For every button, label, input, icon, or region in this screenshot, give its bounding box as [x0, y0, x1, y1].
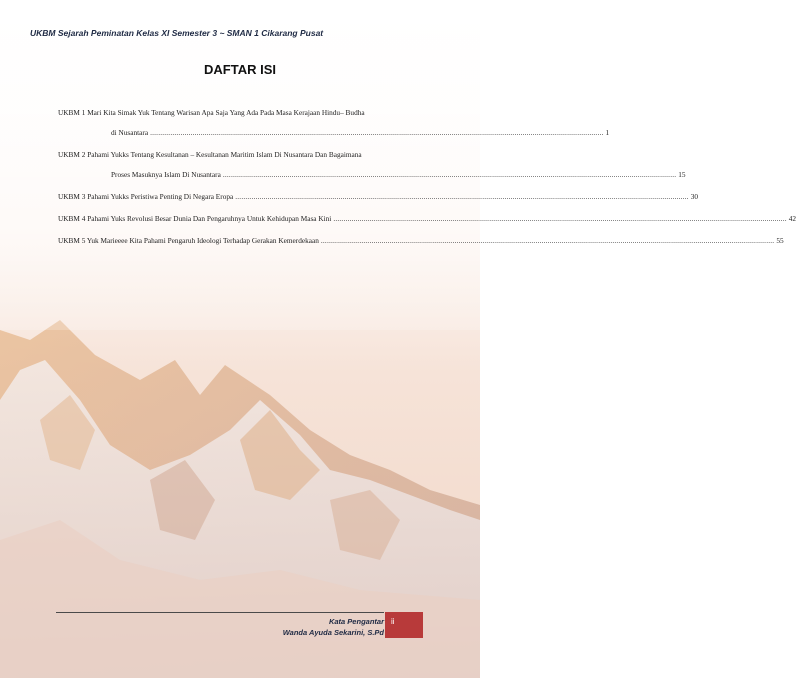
- toc-entry-title: UKBM 3 Pahami Yukks Peristiwa Penting Di Negara Eropa: [58, 192, 234, 201]
- toc-entry-5[interactable]: [58, 236, 784, 246]
- toc-entry-1-continued[interactable]: [58, 128, 610, 138]
- toc-entry-title: UKBM 4 Pahami Yuks Revolusi Besar Dunia Dan Pengaruhnya Untuk Kehidupan Masa Kini: [58, 214, 332, 223]
- footer-section-label: Kata Pengantar: [328, 617, 384, 626]
- toc-entry-1[interactable]: [58, 108, 422, 118]
- toc-entry-title-continued: di Nusantara: [111, 128, 149, 137]
- toc-page-number: 42: [788, 214, 796, 223]
- footer-author: Wanda Ayuda Sekarini, S.Pd: [282, 628, 384, 637]
- toc-entry-3[interactable]: [58, 192, 698, 202]
- dot-leader: ................................................................................................................................................................................................................................: [235, 192, 689, 201]
- table-of-contents: [58, 108, 796, 258]
- toc-page-number: 1: [605, 128, 610, 137]
- toc-page-number: 15: [678, 170, 686, 179]
- toc-page-number: 30: [690, 192, 698, 201]
- dot-leader: ................................................................................................................................................................................................................................: [320, 236, 775, 245]
- toc-entry-2[interactable]: [58, 150, 422, 160]
- toc-entry-title: UKBM 1 Mari Kita Simak Yuk Tentang Warisan Apa Saja Yang Ada Pada Masa Kerajaan Hindu– Budha: [58, 108, 365, 117]
- dot-leader: ................................................................................................................................................................................................................................: [222, 170, 677, 179]
- running-header: UKBM Sejarah Peminatan Kelas XI Semester 3 ~ SMAN 1 Cikarang Pusat: [30, 28, 324, 38]
- dot-leader: ................................................................................................................................................................................................................................: [150, 128, 604, 137]
- toc-entry-title-continued: Proses Masuknya Islam Di Nusantara: [111, 170, 221, 179]
- toc-entry-title: UKBM 5 Yuk Marieeee Kita Pahami Pengaruh Ideologi Terhadap Gerakan Kemerdekaan: [58, 236, 319, 245]
- page-number-box: ii: [385, 612, 423, 638]
- dot-leader: ................................................................................................................................................................................................................................: [333, 214, 787, 223]
- toc-entry-2-continued[interactable]: [58, 170, 686, 180]
- page-title: DAFTAR ISI: [204, 62, 276, 77]
- footer-text: [283, 616, 384, 638]
- toc-entry-4[interactable]: [58, 214, 796, 224]
- footer-rule: [56, 612, 384, 613]
- toc-entry-title: UKBM 2 Pahami Yukks Tentang Kesultanan – Kesultanan Maritim Islam Di Nusantara Dan Bagaimana: [58, 150, 362, 159]
- toc-page-number: 55: [776, 236, 784, 245]
